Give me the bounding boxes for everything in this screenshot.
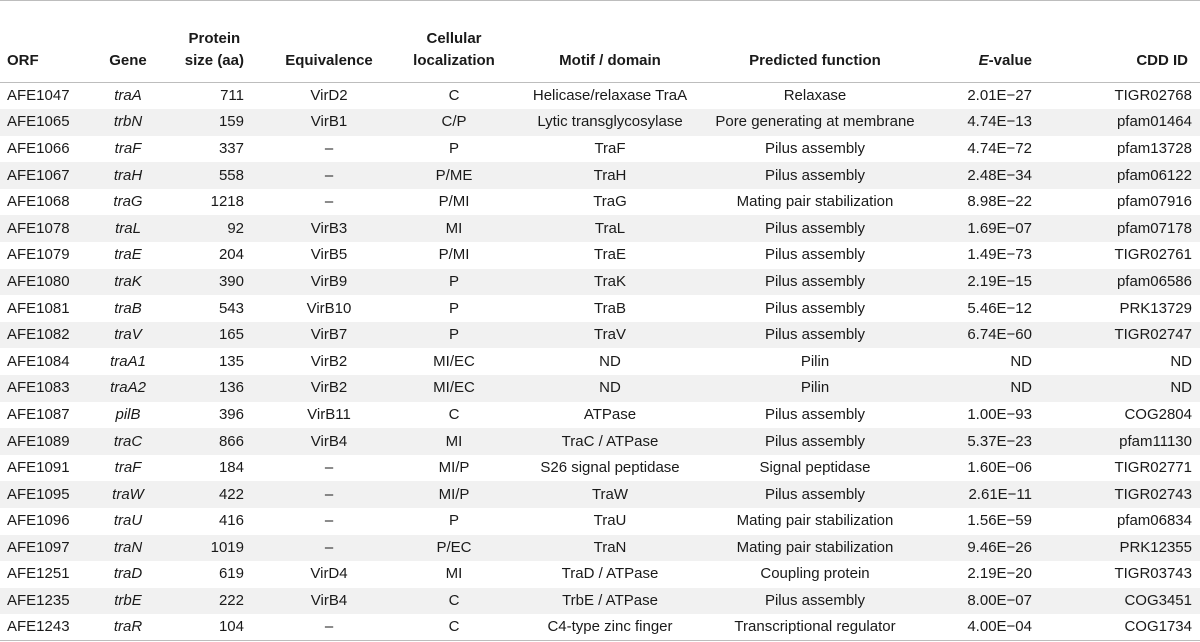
- cell-e-value: 2.19E−20: [967, 565, 1032, 583]
- cell-predicted-function: Coupling protein: [760, 565, 870, 583]
- table-row: [0, 109, 1200, 136]
- header-cdd-id: CDD ID: [1136, 52, 1188, 69]
- cell-gene: traD: [113, 565, 143, 583]
- cell-gene: traU: [113, 512, 143, 530]
- cell-localization: C/P: [441, 113, 467, 131]
- cell-cdd-id: pfam06122: [1116, 166, 1192, 184]
- cell-orf: AFE1080: [7, 272, 70, 290]
- cell-protein-size: 204: [218, 246, 244, 264]
- cell-localization: MI/P: [438, 459, 470, 477]
- header-orf: ORF: [7, 52, 39, 69]
- header-e-value: E-value: [978, 52, 1032, 69]
- cell-predicted-function: Mating pair stabilization: [736, 512, 894, 530]
- cell-equivalence: VirB3: [310, 219, 348, 237]
- cell-predicted-function: Pilus assembly: [764, 219, 866, 237]
- table-row: [0, 481, 1200, 508]
- cell-orf: AFE1067: [7, 166, 70, 184]
- cell-equivalence: VirB9: [310, 272, 348, 290]
- cell-predicted-function: Pilus assembly: [764, 166, 866, 184]
- cell-motif-domain: TraG: [593, 193, 627, 211]
- cell-protein-size: 184: [218, 459, 244, 477]
- cell-predicted-function: Pilin: [800, 379, 830, 397]
- cell-gene: traE: [114, 246, 142, 264]
- header-motif-domain: Motif / domain: [559, 52, 661, 69]
- cell-orf: AFE1087: [7, 405, 70, 423]
- table-row: [0, 295, 1200, 322]
- header-gene: Gene: [109, 52, 147, 69]
- cell-e-value: 8.98E−22: [967, 193, 1032, 211]
- cell-e-value: 1.56E−59: [967, 512, 1032, 530]
- cell-equivalence: VirB5: [310, 246, 348, 264]
- cell-motif-domain: Helicase/relaxase TraA: [532, 87, 688, 105]
- cell-e-value: 6.74E−60: [967, 326, 1032, 344]
- cell-motif-domain: TraU: [593, 512, 627, 530]
- cell-protein-size: 558: [218, 166, 244, 184]
- cell-cdd-id: TIGR02747: [1114, 326, 1192, 344]
- cell-gene: traH: [113, 166, 143, 184]
- table-row: [0, 402, 1200, 429]
- cell-localization: P: [448, 272, 459, 290]
- cell-cdd-id: pfam06586: [1116, 272, 1192, 290]
- cell-motif-domain: TraE: [594, 246, 626, 264]
- cell-equivalence: –: [324, 618, 334, 636]
- cell-predicted-function: Pilus assembly: [764, 272, 866, 290]
- cell-equivalence: –: [324, 538, 334, 556]
- cell-orf: AFE1084: [7, 352, 70, 370]
- cell-protein-size: 390: [218, 272, 244, 290]
- cell-cdd-id: TIGR03743: [1114, 565, 1192, 583]
- cell-e-value: 5.37E−23: [967, 432, 1032, 450]
- cell-localization: MI: [445, 432, 463, 450]
- header-predicted-function: Predicted function: [749, 52, 881, 69]
- cell-equivalence: VirD4: [310, 565, 348, 583]
- cell-orf: AFE1065: [7, 113, 70, 131]
- cell-orf: AFE1081: [7, 299, 70, 317]
- cell-motif-domain: TraL: [594, 219, 626, 237]
- cell-gene: traC: [113, 432, 143, 450]
- cell-predicted-function: Pilus assembly: [764, 326, 866, 344]
- table-row: [0, 242, 1200, 269]
- cell-predicted-function: Pilus assembly: [764, 592, 866, 610]
- cell-e-value: 8.00E−07: [967, 592, 1032, 610]
- cell-e-value: 4.00E−04: [967, 618, 1032, 636]
- cell-orf: AFE1089: [7, 432, 70, 450]
- cell-motif-domain: TraK: [594, 272, 626, 290]
- cell-gene: traF: [114, 459, 142, 477]
- cell-motif-domain: TrbE / ATPase: [562, 592, 658, 610]
- cell-equivalence: –: [324, 166, 334, 184]
- cell-motif-domain: TraV: [594, 326, 626, 344]
- cell-protein-size: 866: [218, 432, 244, 450]
- cell-cdd-id: pfam06834: [1116, 512, 1192, 530]
- cell-e-value: 2.61E−11: [968, 485, 1032, 503]
- cell-protein-size: 92: [227, 219, 244, 237]
- cell-gene: traL: [115, 219, 141, 237]
- cell-localization: C: [448, 87, 460, 105]
- cell-predicted-function: Pilin: [800, 352, 830, 370]
- cell-gene: traW: [112, 485, 144, 503]
- cell-predicted-function: Pilus assembly: [764, 139, 866, 157]
- cell-predicted-function: Signal peptidase: [759, 459, 871, 477]
- cell-orf: AFE1095: [7, 485, 70, 503]
- cell-e-value: 9.46E−26: [967, 538, 1032, 556]
- cell-motif-domain: TraN: [593, 538, 627, 556]
- cell-gene: traG: [113, 193, 143, 211]
- cell-gene: traA: [114, 87, 142, 105]
- cell-motif-domain: ND: [599, 352, 621, 370]
- table-row: [0, 535, 1200, 562]
- cell-motif-domain: Lytic transglycosylase: [537, 113, 683, 131]
- table-row: [0, 588, 1200, 615]
- cell-gene: trbN: [113, 113, 143, 131]
- cell-localization: P: [448, 139, 459, 157]
- header-cellular-localization: Cellular localization: [413, 30, 495, 69]
- cell-localization: P: [448, 299, 459, 317]
- cell-gene: traA2: [110, 379, 146, 397]
- cell-cdd-id: ND: [1170, 379, 1192, 397]
- cell-e-value: 1.00E−93: [967, 405, 1032, 423]
- table-row: [0, 508, 1200, 535]
- cell-orf: AFE1091: [7, 459, 70, 477]
- cell-localization: MI/EC: [433, 352, 475, 370]
- cell-orf: AFE1079: [7, 246, 70, 264]
- cell-motif-domain: C4-type zinc finger: [547, 618, 673, 636]
- cell-e-value: 2.19E−15: [967, 272, 1032, 290]
- cell-protein-size: 711: [220, 87, 244, 105]
- cell-equivalence: –: [324, 485, 334, 503]
- cell-cdd-id: pfam07916: [1116, 193, 1192, 211]
- cell-motif-domain: TraF: [594, 139, 626, 157]
- cell-e-value: 4.74E−72: [967, 139, 1032, 157]
- cell-predicted-function: Pore generating at membrane: [715, 113, 915, 131]
- cell-orf: AFE1082: [7, 326, 70, 344]
- header-protein-size: Protein size (aa): [184, 30, 244, 69]
- cell-orf: AFE1083: [7, 379, 70, 397]
- cell-predicted-function: Mating pair stabilization: [736, 193, 894, 211]
- table-row: [0, 455, 1200, 482]
- cell-cdd-id: pfam11130: [1119, 432, 1192, 450]
- cell-localization: MI: [445, 219, 463, 237]
- cell-protein-size: 136: [218, 379, 244, 397]
- cell-protein-size: 416: [218, 512, 244, 530]
- table-header-row: [0, 1, 1200, 83]
- table-body: [0, 83, 1200, 641]
- cell-gene: traR: [113, 618, 143, 636]
- cell-equivalence: –: [324, 193, 334, 211]
- cell-localization: P: [448, 326, 459, 344]
- table-row: [0, 136, 1200, 163]
- cell-protein-size: 543: [218, 299, 244, 317]
- cell-localization: MI/EC: [433, 379, 475, 397]
- cell-localization: C: [448, 592, 460, 610]
- cell-cdd-id: pfam07178: [1116, 219, 1192, 237]
- cell-equivalence: VirB7: [310, 326, 348, 344]
- cell-motif-domain: TraW: [591, 485, 629, 503]
- cell-gene: pilB: [115, 405, 141, 423]
- cell-protein-size: 337: [218, 139, 244, 157]
- cell-e-value: 1.60E−06: [967, 459, 1032, 477]
- cell-cdd-id: PRK13729: [1119, 299, 1192, 317]
- cell-orf: AFE1068: [7, 193, 70, 211]
- cell-cdd-id: pfam01464: [1116, 113, 1192, 131]
- cell-motif-domain: S26 signal peptidase: [540, 459, 680, 477]
- cell-protein-size: 422: [218, 485, 244, 503]
- cell-orf: AFE1251: [7, 565, 70, 583]
- table-row: [0, 162, 1200, 189]
- cell-equivalence: –: [324, 139, 334, 157]
- cell-equivalence: VirB10: [306, 299, 352, 317]
- table-row: [0, 83, 1200, 110]
- cell-localization: C: [448, 618, 460, 636]
- cell-motif-domain: TraB: [594, 299, 626, 317]
- cell-localization: P/MI: [438, 246, 470, 264]
- cell-cdd-id: COG2804: [1124, 405, 1192, 423]
- cell-protein-size: 1218: [210, 193, 244, 211]
- cell-cdd-id: TIGR02771: [1114, 459, 1192, 477]
- header-equivalence: Equivalence: [285, 52, 373, 69]
- cell-cdd-id: ND: [1170, 352, 1192, 370]
- cell-equivalence: –: [324, 512, 334, 530]
- cell-protein-size: 619: [218, 565, 244, 583]
- cell-gene: traN: [113, 538, 143, 556]
- cell-equivalence: VirB4: [310, 432, 348, 450]
- cell-gene: traA1: [110, 352, 146, 370]
- cell-e-value: 2.01E−27: [967, 87, 1032, 105]
- cell-localization: MI/P: [438, 485, 470, 503]
- cell-equivalence: VirB4: [310, 592, 348, 610]
- cell-protein-size: 104: [218, 618, 244, 636]
- cell-localization: P/MI: [438, 193, 470, 211]
- cell-gene: traF: [114, 139, 142, 157]
- table-row: [0, 348, 1200, 375]
- cell-orf: AFE1066: [7, 139, 70, 157]
- cell-protein-size: 135: [218, 352, 244, 370]
- cell-protein-size: 1019: [210, 538, 244, 556]
- cell-protein-size: 165: [218, 326, 244, 344]
- cell-localization: MI: [445, 565, 463, 583]
- cell-motif-domain: TraC / ATPase: [561, 432, 659, 450]
- cell-predicted-function: Pilus assembly: [764, 299, 866, 317]
- cell-gene: traK: [114, 272, 142, 290]
- table-row: [0, 561, 1200, 588]
- table-row: [0, 215, 1200, 242]
- cell-equivalence: VirB1: [310, 113, 348, 131]
- cell-equivalence: VirB2: [310, 379, 348, 397]
- cell-gene: trbE: [114, 592, 142, 610]
- cell-predicted-function: Pilus assembly: [764, 432, 866, 450]
- cell-predicted-function: Pilus assembly: [764, 485, 866, 503]
- cell-cdd-id: COG3451: [1124, 592, 1192, 610]
- cell-cdd-id: PRK12355: [1119, 538, 1192, 556]
- cell-equivalence: VirB2: [310, 352, 348, 370]
- cell-predicted-function: Pilus assembly: [764, 405, 866, 423]
- cell-gene: traV: [114, 326, 142, 344]
- cell-e-value: ND: [1010, 352, 1032, 370]
- cell-orf: AFE1078: [7, 219, 70, 237]
- cell-e-value: ND: [1010, 379, 1032, 397]
- table-row: [0, 322, 1200, 349]
- cell-cdd-id: TIGR02768: [1114, 87, 1192, 105]
- cell-localization: P/ME: [435, 166, 473, 184]
- cell-motif-domain: TraH: [593, 166, 627, 184]
- table-row: [0, 614, 1200, 641]
- cell-motif-domain: ATPase: [583, 405, 637, 423]
- cell-e-value: 2.48E−34: [967, 166, 1032, 184]
- cell-localization: C: [448, 405, 460, 423]
- cell-orf: AFE1096: [7, 512, 70, 530]
- table-row: [0, 189, 1200, 216]
- cell-protein-size: 159: [218, 113, 244, 131]
- cell-e-value: 1.49E−73: [967, 246, 1032, 264]
- cell-orf: AFE1235: [7, 592, 70, 610]
- cell-equivalence: VirD2: [310, 87, 348, 105]
- cell-cdd-id: TIGR02743: [1114, 485, 1192, 503]
- cell-equivalence: –: [324, 459, 334, 477]
- table-row: [0, 428, 1200, 455]
- cell-predicted-function: Mating pair stabilization: [736, 538, 894, 556]
- cell-orf: AFE1243: [7, 618, 70, 636]
- cell-e-value: 1.69E−07: [967, 219, 1032, 237]
- cell-e-value: 5.46E−12: [967, 299, 1032, 317]
- cell-motif-domain: ND: [599, 379, 621, 397]
- cell-localization: P: [448, 512, 459, 530]
- cell-predicted-function: Pilus assembly: [764, 246, 866, 264]
- cell-motif-domain: TraD / ATPase: [561, 565, 659, 583]
- cell-equivalence: VirB11: [307, 405, 351, 423]
- cell-predicted-function: Transcriptional regulator: [734, 618, 896, 636]
- cell-orf: AFE1047: [7, 87, 70, 105]
- table-row: [0, 375, 1200, 402]
- table-row: [0, 269, 1200, 296]
- cell-cdd-id: TIGR02761: [1114, 246, 1192, 264]
- cell-predicted-function: Relaxase: [783, 87, 847, 105]
- cell-localization: P/EC: [436, 538, 472, 556]
- cell-cdd-id: COG1734: [1124, 618, 1192, 636]
- cell-orf: AFE1097: [7, 538, 70, 556]
- cell-gene: traB: [114, 299, 142, 317]
- cell-protein-size: 396: [218, 405, 244, 423]
- cell-e-value: 4.74E−13: [967, 113, 1032, 131]
- cell-cdd-id: pfam13728: [1116, 139, 1192, 157]
- cell-protein-size: 222: [218, 592, 244, 610]
